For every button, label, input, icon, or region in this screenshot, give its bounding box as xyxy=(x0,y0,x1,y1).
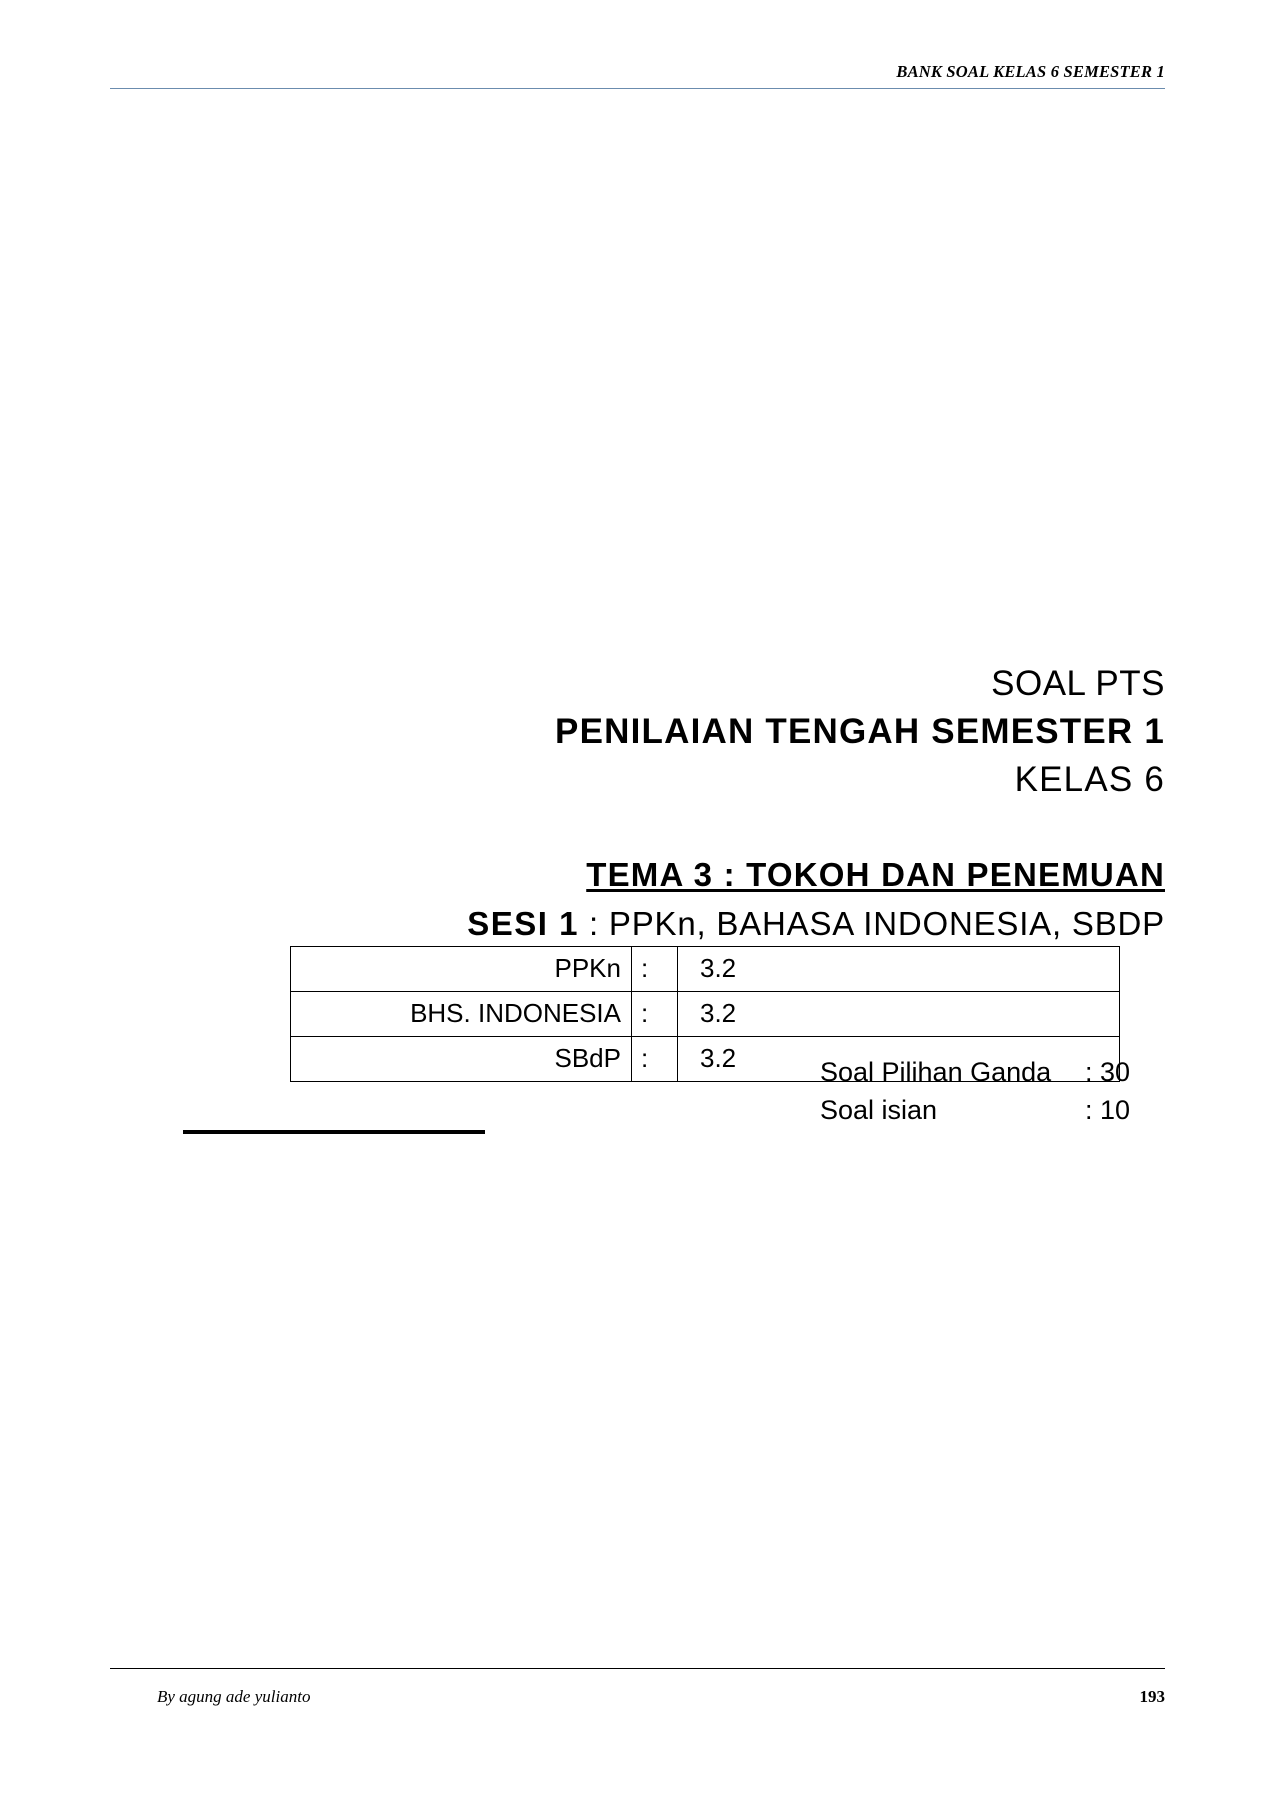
subject-kd-value: 3.2 xyxy=(678,1037,1120,1082)
tema-heading-text: TEMA 3 : TOKOH DAN PENEMUAN xyxy=(586,856,1165,893)
title-soal-pts: SOAL PTS xyxy=(991,664,1165,703)
title-penilaian-tengah-semester: PENILAIAN TENGAH SEMESTER 1 xyxy=(555,712,1165,751)
sesi-label: SESI 1 xyxy=(467,905,579,942)
footer-author: By agung ade yulianto xyxy=(157,1687,311,1706)
question-counts xyxy=(820,1053,1175,1129)
horizontal-rule xyxy=(183,1130,485,1134)
count-value: : 30 xyxy=(1085,1057,1131,1087)
header-divider xyxy=(110,88,1165,89)
title-block xyxy=(110,660,1165,804)
tema-heading xyxy=(110,856,1165,894)
count-row-isian xyxy=(820,1091,1175,1129)
subject-colon: : xyxy=(632,1037,678,1082)
title-kelas: KELAS 6 xyxy=(1014,760,1165,799)
count-row-pilihan-ganda xyxy=(820,1053,1175,1091)
count-label: Soal Pilihan Ganda xyxy=(820,1057,1052,1087)
page-footer xyxy=(110,1668,1165,1707)
sesi-subjects: : PPKn, BAHASA INDONESIA, SBDP xyxy=(579,905,1165,942)
table-row xyxy=(291,992,1120,1037)
footer-row xyxy=(110,1669,1165,1707)
count-label: Soal isian xyxy=(820,1095,938,1125)
subject-name: SBdP xyxy=(291,1037,632,1082)
subject-colon: : xyxy=(632,992,678,1037)
subject-name: PPKn xyxy=(291,947,632,992)
subject-kd-value: 3.2 xyxy=(678,947,1120,992)
table-row xyxy=(291,947,1120,992)
running-head: BANK SOAL KELAS 6 SEMESTER 1 xyxy=(896,62,1165,81)
subject-name: BHS. INDONESIA xyxy=(291,992,632,1037)
sesi-heading xyxy=(110,905,1165,943)
page-header xyxy=(110,62,1165,89)
page-number: 193 xyxy=(1139,1687,1165,1706)
subject-kd-value: 3.2 xyxy=(678,992,1120,1037)
subject-colon: : xyxy=(632,947,678,992)
count-value: : 10 xyxy=(1085,1095,1131,1125)
